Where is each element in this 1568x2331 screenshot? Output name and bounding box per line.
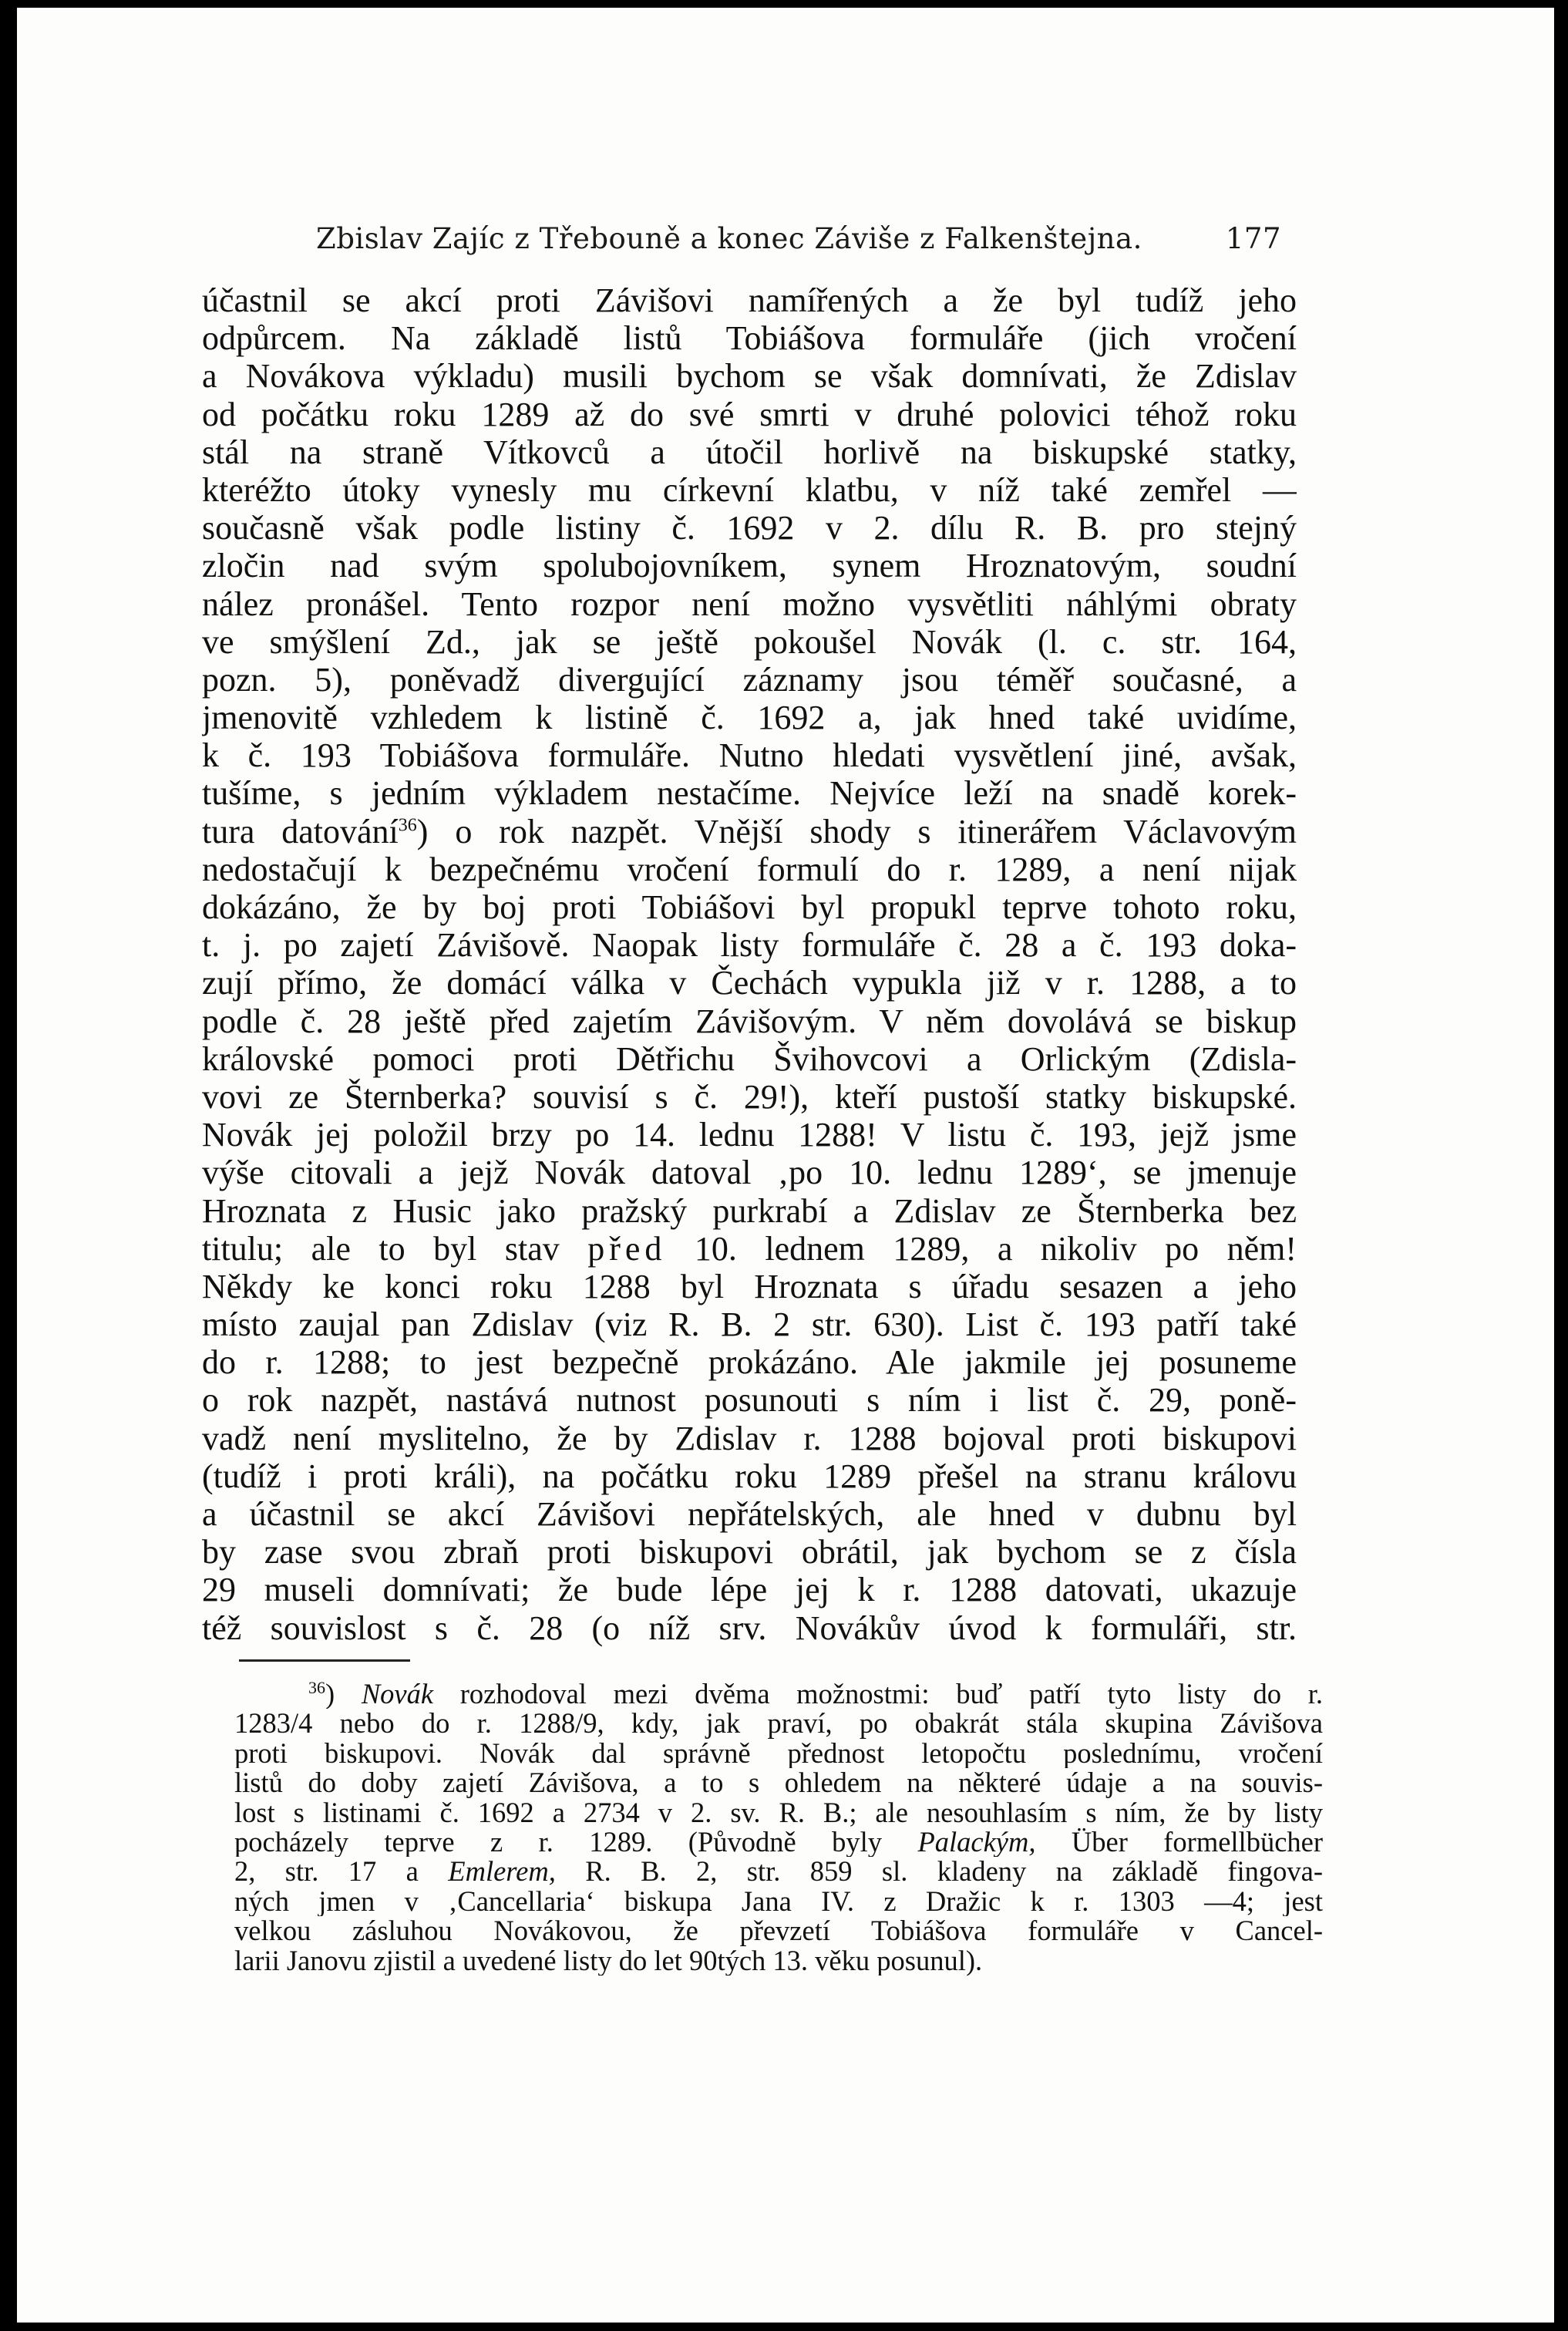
- footnote-line: lost s listinami č. 1692 a 2734 v 2. sv. R. B.; ale nesouhlasím s ním, že by listy: [234, 1797, 1323, 1827]
- body-line: zují přímo, že domácí válka v Čechách vypukla již v r. 1288, a to: [202, 964, 1297, 1002]
- body-line: nedostačují k bezpečnému vročení formulí do r. 1289, a není nijak: [202, 850, 1297, 888]
- spaced-emphasis: před: [587, 1229, 667, 1268]
- footnote-divider: [239, 1659, 410, 1662]
- body-line: vadž není myslitelno, že by Zdislav r. 1288 bojoval proti biskupovi: [202, 1419, 1297, 1457]
- footnote-line: ných jmen v ‚Cancellaria‘ biskupa Jana IV. z Dražic k r. 1303 —4; jest: [234, 1886, 1323, 1917]
- body-line: odpůrcem. Na základě listů Tobiášova formuláře (jich vročení: [202, 319, 1297, 358]
- footnote-line: proti biskupovi. Novák dal správně přednost letopočtu poslednímu, vročení: [234, 1738, 1323, 1769]
- footnote-text: pocházely teprve z r. 1289. (Původně byly: [234, 1827, 883, 1858]
- page-number: 177: [1225, 222, 1281, 255]
- body-line: a Novákova výkladu) musili bychom se však domnívati, že Zdislav: [202, 357, 1297, 396]
- body-line: zločin nad svým spolubojovníkem, synem Hroznatovým, soudní: [202, 547, 1297, 585]
- scan-border-left: [0, 0, 17, 2331]
- footnote-italic: Palackým,: [917, 1827, 1036, 1858]
- body-line: Novák jej položil brzy po 14. lednu 1288! V listu č. 193, jejž jsme: [202, 1116, 1297, 1154]
- footnote: [234, 1679, 1323, 1976]
- body-line-tail: 10. lednem 1289, a nikoliv po něm!: [694, 1229, 1297, 1268]
- footnote-line: larii Janovu zjistil a uvedené listy do let 90tých 13. věku posunul).: [234, 1945, 983, 1976]
- body-line: t. j. po zajetí Závišově. Naopak listy formuláře č. 28 a č. 193 doka-: [202, 926, 1297, 965]
- body-line: (tudíž i proti králi), na počátku roku 1289 přešel na stranu královu: [202, 1457, 1297, 1495]
- body-line: královské pomoci proti Dětřichu Švihovcovi a Orlickým (Zdisla-: [202, 1039, 1297, 1078]
- body-line: podle č. 28 ještě před zajetím Závišovým. V něm dovolává se biskup: [202, 1002, 1297, 1040]
- body-line: vovi ze Šternberka? souvisí s č. 29!), kteří pustoší statky biskupské.: [202, 1077, 1297, 1116]
- footnote-mark: 36: [308, 1679, 325, 1697]
- body-line: 29 museli domnívati; že bude lépe jej k r. 1288 datovati, ukazuje: [202, 1571, 1297, 1609]
- footnote-line: 1283/4 nebo do r. 1288/9, kdy, jak praví, po obakrát stála skupina Závišova: [234, 1709, 1323, 1739]
- footnote-line: listů do doby zajetí Závišova, a to s ohledem na některé údaje a na souvis-: [234, 1768, 1323, 1798]
- footnote-italic: Emlerem,: [448, 1857, 556, 1887]
- body-line: jmenovitě vzhledem k listině č. 1692 a, jak hned také uvidíme,: [202, 699, 1297, 737]
- body-line: současně však podle listiny č. 1692 v 2. dílu R. B. pro stejný: [202, 509, 1297, 547]
- body-line: stál na straně Vítkovců a útočil horlivě na biskupské statky,: [202, 433, 1297, 471]
- running-title: Zbislav Zajíc z Třebouně a konec Záviše z Falkenštejna.: [316, 222, 1142, 255]
- body-text: [202, 281, 1297, 1647]
- body-line: Někdy ke konci roku 1288 byl Hroznata s úřadu sesazen a jeho: [202, 1267, 1297, 1305]
- body-line: k č. 193 Tobiášova formuláře. Nutno hledati vysvětlení jiné, avšak,: [202, 736, 1297, 775]
- footnote-text: 2, str. 17 a: [234, 1857, 419, 1887]
- footnote-line: [234, 1827, 1323, 1857]
- running-header: [316, 214, 1281, 268]
- body-line: kteréžto útoky vynesly mu církevní klatbu, v níž také zemřel —: [202, 470, 1297, 509]
- body-line: ve smýšlení Zd., jak se ještě pokoušel Novák (l. c. str. 164,: [202, 622, 1297, 661]
- body-line: dokázáno, že by boj proti Tobiášovi byl propukl teprve tohoto roku,: [202, 888, 1297, 926]
- body-line: výše citovali a jejž Novák datoval ‚po 10. lednu 1289‘, se jmenuje: [202, 1154, 1297, 1192]
- footnote-text: R. B. 2, str. 859 sl. kladeny na základě fingova-: [585, 1857, 1323, 1887]
- body-line: o rok nazpět, nastává nutnost posunouti s ním i list č. 29, poně-: [202, 1381, 1297, 1420]
- footnote-reference[interactable]: 36: [398, 814, 417, 835]
- body-line-with-footnote-ref: [202, 813, 1297, 851]
- footnote-author: Novák: [361, 1679, 434, 1710]
- document-page: [17, 8, 1554, 2323]
- body-line-with-emphasis: [202, 1230, 1297, 1268]
- body-line: od počátku roku 1289 až do své smrti v druhé polovici téhož roku: [202, 395, 1297, 433]
- footnote-line: [234, 1857, 1323, 1886]
- body-line: do r. 1288; to jest bezpečně prokázáno. Ale jakmile jej posuneme: [202, 1343, 1297, 1382]
- body-line: účastnil se akcí proti Závišovi namířených a že byl tudíž jeho: [202, 281, 1297, 319]
- body-line: a účastnil se akcí Závišovi nepřátelských, ale hned v dubnu byl: [202, 1495, 1297, 1533]
- body-line: by zase svou zbraň proti biskupovi obrátil, jak bychom se z čísla: [202, 1533, 1297, 1571]
- footnote-line: velkou zásluhou Novákovou, že převzetí Tobiášova formuláře v Cancel-: [234, 1916, 1323, 1946]
- body-line-tail: ) o rok nazpět. Vnější shody s itinerářem Václavovým: [416, 812, 1297, 851]
- body-line: též souvislost s č. 28 (o níž srv. Novákův úvod k formuláři, str.: [202, 1608, 1297, 1647]
- body-line-head: tura datování: [202, 812, 399, 851]
- body-line: Hroznata z Husic jako pražský purkrabí a Zdislav ze Šternberka bez: [202, 1191, 1297, 1230]
- footnote-text: rozhodoval mezi dvěma možnostmi: buď patří tyto listy do r.: [459, 1679, 1323, 1710]
- body-line: tušíme, s jedním výkladem nestačíme. Nejvíce leží na snadě korek-: [202, 774, 1297, 813]
- footnote-text: Über formellbücher: [1071, 1827, 1323, 1858]
- body-line: nález pronášel. Tento rozpor není možno vysvětliti náhlými obraty: [202, 584, 1297, 623]
- body-line: místo zaujal pan Zdislav (viz R. B. 2 str. 630). List č. 193 patří také: [202, 1305, 1297, 1344]
- body-line-head: titulu; ale to byl stav: [202, 1229, 560, 1268]
- footnote-line: $^{36}$) Novák rozhodoval mezi dvěma možnostmi: buď patří tyto listy do r.: [234, 1679, 1323, 1709]
- body-line: pozn. 5), poněvadž divergující záznamy jsou téměř současné, a: [202, 660, 1297, 699]
- scan-border-right: [1554, 0, 1568, 2331]
